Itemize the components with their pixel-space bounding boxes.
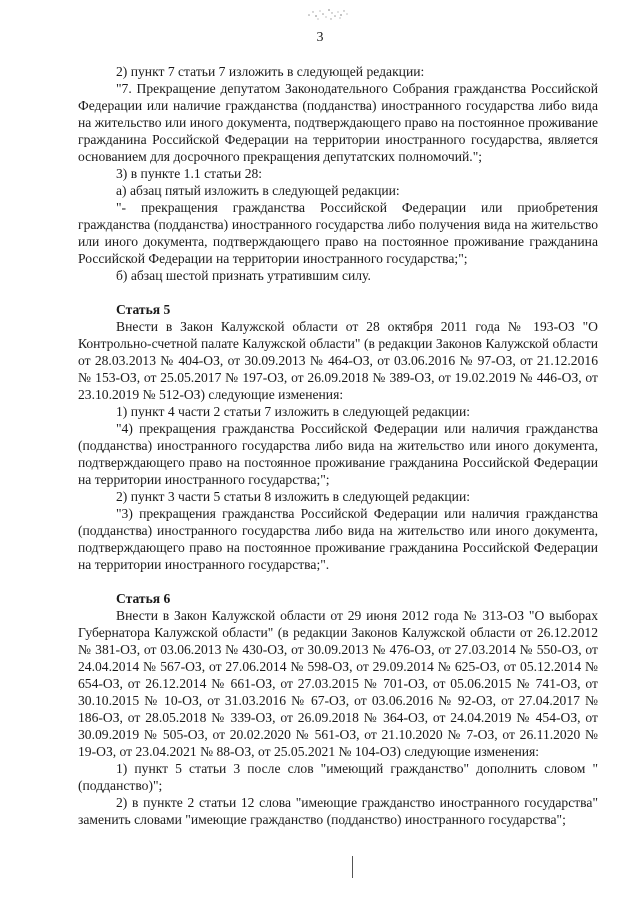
paragraph: "7. Прекращение депутатом Законодательного Собрания гражданства Российской Федерации или наличие гражданства (подданства) иностранного государства либо вида на жительство или иного документа, подтверждающего право на постоянное проживание гражданина Российской Федерации на территории иностранного государства, является основанием для досрочного прекращения депутатских полномочий."; [78,81,598,164]
paragraph: Внести в Закон Калужской области от 28 октября 2011 года № 193-ОЗ "О Контрольно-счетной палате Калужской области" (в редакции Законов Калужской области от 28.03.2013 № 404-ОЗ, от 30.09.2013 № 464-ОЗ, от 03.06.2016 № 97-ОЗ, от 21.12.2016 № 153-ОЗ, от 25.05.2017 № 197-ОЗ, от 26.09.2018 № 389-ОЗ, от 19.02.2019 № 446-ОЗ, от 23.10.2019 № 512-ОЗ) следующие изменения: [78,319,598,402]
paragraph: 1) пункт 5 статьи 3 после слов "имеющий гражданство" дополнить словом "(подданство)"; [78,761,598,793]
paragraph: 1) пункт 4 части 2 статьи 7 изложить в следующей редакции: [116,404,471,419]
paragraph: "3) прекращения гражданства Российской Федерации или наличия гражданства (подданства) иностранного государства либо вида на жительство или иного документа, подтверждающего право на постоянное проживание гражданина Российской Федерации на территории иностранного государства;". [78,506,598,572]
page-number: 3 [316,30,324,45]
paragraph: 3) в пункте 1.1 статьи 28: [116,166,263,181]
scan-artifact [305,6,351,22]
paragraph: "4) прекращения гражданства Российской Федерации или наличия гражданства (подданства) иностранного государства либо вида на жительство или иного документа, подтверждающего право на постоянное проживание гражданина Российской Федерации на территории иностранного государства;"; [78,421,598,487]
article-heading: Статья 5 [116,302,171,317]
paragraph: 2) пункт 3 части 5 статьи 8 изложить в следующей редакции: [116,489,471,504]
spacer [78,573,598,590]
paragraph: а) абзац пятый изложить в следующей редакции: [116,183,400,198]
paragraph: 2) пункт 7 статьи 7 изложить в следующей редакции: [116,64,425,79]
paragraph: "- прекращения гражданства Российской Федерации или приобретения гражданства (подданства) иностранного государства либо получения вида на жительство или иного документа, подтверждающего право на постоянное проживание гражданина Российской Федерации на территории иностранного государства;"; [78,200,598,266]
margin-mark [352,856,353,878]
spacer [78,284,598,301]
article-heading: Статья 6 [116,591,171,606]
paragraph: б) абзац шестой признать утратившим силу. [116,268,371,283]
paragraph: 2) в пункте 2 статьи 12 слова "имеющие гражданство иностранного государства" заменить словами "имеющие гражданство (подданство) иностранного государства"; [78,795,598,827]
paragraph: Внести в Закон Калужской области от 29 июня 2012 года № 313-ОЗ "О выборах Губернатора Калужской области" (в редакции Законов Калужской области от 26.12.2012 № 381-ОЗ, от 03.06.2013 № 430-ОЗ, от 30.09.2013 № 476-ОЗ, от 27.03.2014 № 550-ОЗ, от 24.04.2014 № 567-ОЗ, от 27.06.2014 № 598-ОЗ, от 29.09.2014 № 625-ОЗ, от 05.12.2014 № 654-ОЗ, от 26.12.2014 № 661-ОЗ, от 27.03.2015 № 701-ОЗ, от 05.06.2015 № 741-ОЗ, от 30.10.2015 № 10-ОЗ, от 31.03.2016 № 67-ОЗ, от 03.06.2016 № 92-ОЗ, от 27.04.2017 № 186-ОЗ, от 28.05.2018 № 339-ОЗ, от 26.09.2018 № 364-ОЗ, от 24.04.2019 № 454-ОЗ, от 30.09.2019 № 505-ОЗ, от 20.02.2020 № 561-ОЗ, от 21.10.2020 № 7-ОЗ, от 26.11.2020 № 19-ОЗ, от 23.04.2021 № 88-ОЗ, от 25.05.2021 № 104-ОЗ) следующие изменения: [78,608,598,759]
document-body [78,63,598,828]
